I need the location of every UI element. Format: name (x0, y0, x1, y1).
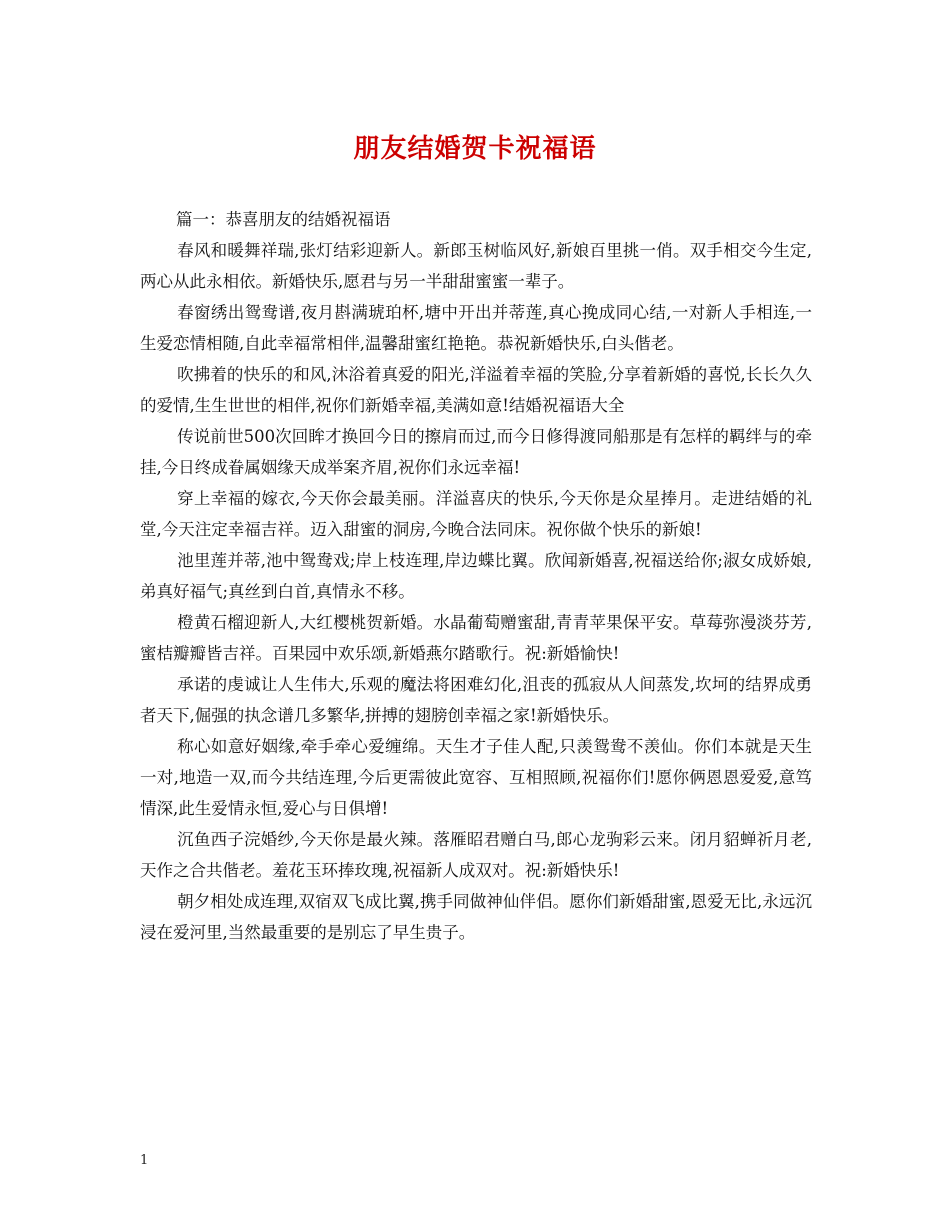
document-title: 朋友结婚贺卡祝福语 (353, 134, 597, 164)
paragraph: 池里莲并蒂,池中鸳鸯戏;岸上枝连理,岸边蝶比翼。欣闻新婚喜,祝福送给你;淑女成娇娘,弟真好福气;真丝到白首,真情永不移。 (140, 551, 812, 601)
paragraph: 春风和暖舞祥瑞,张灯结彩迎新人。新郎玉树临风好,新娘百里挑一俏。双手相交今生定,两心从此永相依。新婚快乐,愿君与另一半甜甜蜜蜜一辈子。 (140, 241, 812, 291)
paragraph: 橙黄石榴迎新人,大红樱桃贺新婚。水晶葡萄赠蜜甜,青青苹果保平安。草莓弥漫淡芬芳,蜜桔瓣瓣皆吉祥。百果园中欢乐颂,新婚燕尔踏歌行。祝:新婚愉快! (140, 613, 812, 663)
paragraph: 传说前世500次回眸才换回今日的擦肩而过,而今日修得渡同船那是有怎样的羁绊与的牵挂,今日终成眷属姻缘天成举案齐眉,祝你们永远幸福! (140, 427, 812, 477)
paragraph: 沉鱼西子浣婚纱,今天你是最火辣。落雁昭君赠白马,郎心龙驹彩云来。闭月貂蝉祈月老,天作之合共偕老。羞花玉环捧玫瑰,祝福新人成双对。祝:新婚快乐! (140, 830, 812, 880)
section-heading: 篇一：恭喜朋友的结婚祝福语 (176, 210, 391, 229)
paragraph: 穿上幸福的嫁衣,今天你会最美丽。洋溢喜庆的快乐,今天你是众星捧月。走进结婚的礼堂,今天注定幸福吉祥。迈入甜蜜的洞房,今晚合法同床。祝你做个快乐的新娘! (140, 489, 812, 539)
document-body (140, 204, 812, 948)
paragraph: 春窗绣出鸳鸯谱,夜月斟满琥珀杯,塘中开出并蒂莲,真心挽成同心结,一对新人手相连,一生爱恋情相随,自此幸福常相伴,温馨甜蜜红艳艳。恭祝新婚快乐,白头偕老。 (140, 303, 812, 353)
page-number: 1 (140, 1153, 149, 1168)
paragraph: 吹拂着的快乐的和风,沐浴着真爱的阳光,洋溢着幸福的笑脸,分享着新婚的喜悦,长长久久的爱情,生生世世的相伴,祝你们新婚幸福,美满如意!结婚祝福语大全 (140, 365, 812, 415)
paragraph: 承诺的虔诚让人生伟大,乐观的魔法将困难幻化,沮丧的孤寂从人间蒸发,坎坷的结界成勇者天下,倔强的执念谱几多繁华,拼搏的翅膀创幸福之家!新婚快乐。 (140, 675, 812, 725)
paragraph: 称心如意好姻缘,牵手牵心爱缠绵。天生才子佳人配,只羡鸳鸯不羡仙。你们本就是天生一对,地造一双,而今共结连理,今后更需彼此宽容、互相照顾,祝福你们!愿你俩恩恩爱爱,意笃情深,此生爱情永恒,爱心与日俱增! (140, 737, 812, 818)
paragraph: 朝夕相处成连理,双宿双飞成比翼,携手同做神仙伴侣。愿你们新婚甜蜜,恩爱无比,永远沉浸在爱河里,当然最重要的是别忘了早生贵子。 (140, 892, 812, 942)
